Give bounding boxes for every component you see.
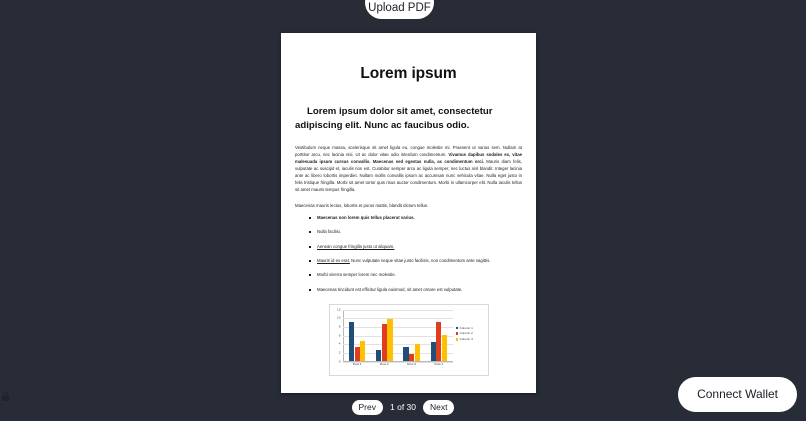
chart-y-tick: 12 — [337, 306, 341, 311]
list-item: Maecenas tincidunt est efficitur ligula euismod, sit amet ornare est vulputate. — [317, 287, 522, 294]
document-bullet-list — [295, 215, 522, 294]
chart-x-tick: Row 3 — [407, 361, 417, 366]
list-item-link[interactable]: Mauris id ex erat. — [317, 257, 350, 263]
chart-legend-label: Column 3 — [459, 336, 473, 341]
paragraph-segment-1: Vestibulum neque massa, scelerisque sit amet ligula eu, congue molestie mi. Praesent ut varius sem. Nullam at porttitor arcu, nec lacinia nisi. Ut ac dolor vitae odio interdum condimentum. — [295, 145, 522, 158]
chart-legend-swatch — [456, 338, 459, 341]
chart-bars — [344, 310, 453, 366]
chart-legend-item — [456, 338, 488, 341]
chart-bar — [415, 344, 420, 360]
chart-y-tick: 4 — [338, 341, 341, 346]
chart-x-tick: Row 2 — [379, 361, 389, 366]
document-paragraph — [295, 145, 522, 194]
chart-bar — [382, 324, 387, 361]
chart-legend-label: Column 2 — [459, 331, 473, 336]
list-item — [317, 244, 522, 251]
page-status-label: 1 of 30 — [390, 402, 416, 412]
document-subtitle: Lorem ipsum dolor sit amet, consectetur adipiscing elit. Nunc ac faucibus odio. — [295, 106, 493, 131]
document-title: Lorem ipsum — [360, 65, 457, 82]
chart-legend — [455, 305, 488, 375]
chart-legend-swatch — [456, 332, 459, 335]
chart-bar — [409, 354, 414, 360]
next-page-button[interactable]: Next — [423, 400, 454, 415]
pdf-page-canvas[interactable] — [281, 33, 536, 393]
chart-legend-swatch — [456, 327, 459, 330]
chart-bar — [387, 319, 392, 360]
upload-pdf-button[interactable]: Upload PDF — [365, 0, 434, 19]
list-item — [317, 258, 522, 265]
chart-bar — [355, 347, 360, 361]
chart-y-tick: 6 — [338, 332, 341, 337]
chart-bar — [403, 347, 408, 360]
document-content — [281, 33, 536, 386]
document-lead-line: Maecenas mauris lectus, lobortis et purus mattis, blandit dictum tellus. — [295, 202, 429, 208]
chart-legend-item — [456, 332, 488, 335]
list-item: Nulla facilisi. — [317, 229, 522, 236]
chart-plot-area — [337, 306, 453, 366]
paragraph-segment-2: Mauris diam felis, vulputate ac suscipit et, iaculis non est. Curabitur semper arcu ac ligula semper, nec luctus nisl blandit. Integer lacinia ante ac libero lobortis imperdiet. Nullam mollis convallis ipsum ac accumsan nunc vehicula vitae. Nulla eget justo in felis tristique fringilla. Morbi sit amet tortor quis risus auctor condimentum. Morbi in ullamcorper elit. Nulla iaculis tellus sit amet mauris tempus fringilla. — [295, 159, 522, 192]
paragraph-segment-bold: Vivamus dapibus sodales ex, vitae malesuada ipsum cursus convallis. Maecenas sed egestas nulla, ac condimentum orci. — [295, 152, 522, 165]
chart-y-tick: 10 — [337, 315, 341, 320]
edge-widget-icon[interactable] — [2, 392, 10, 403]
chart-bar-group — [349, 310, 366, 366]
chart-bar — [349, 322, 354, 361]
prev-page-button[interactable]: Prev — [352, 400, 383, 415]
chart-bar — [431, 342, 436, 360]
list-item-text: Nunc vulputate neque vitae justo facilisis, non condimentum ante sagittis. — [349, 257, 491, 263]
embedded-bar-chart — [329, 304, 489, 376]
list-item: Morbi viverra semper lorem nec molestie. — [317, 272, 522, 279]
chart-x-tick: Row 4 — [434, 361, 444, 366]
chart-legend-label: Column 1 — [459, 325, 473, 330]
chart-x-tick: Row 1 — [352, 361, 362, 366]
chart-bar-group — [376, 310, 393, 366]
edge-widget-body — [2, 396, 9, 401]
chart-legend-item — [456, 327, 488, 330]
chart-bar — [360, 341, 365, 360]
chart-y-tick: 2 — [338, 350, 341, 355]
chart-bar — [436, 322, 441, 360]
chart-bar — [376, 350, 381, 360]
chart-y-tick: 8 — [338, 324, 341, 329]
chart-y-tick: 0 — [338, 358, 341, 363]
chart-bar-group — [431, 310, 448, 366]
list-item: Maecenas non lorem quis tellus placerat varius. — [317, 215, 522, 222]
chart-bar-group — [403, 310, 420, 366]
list-item-link[interactable]: Aenean congue fringilla justo ut aliquam. — [317, 243, 395, 249]
chart-bar — [442, 335, 447, 361]
connect-wallet-button[interactable]: Connect Wallet — [678, 377, 797, 412]
